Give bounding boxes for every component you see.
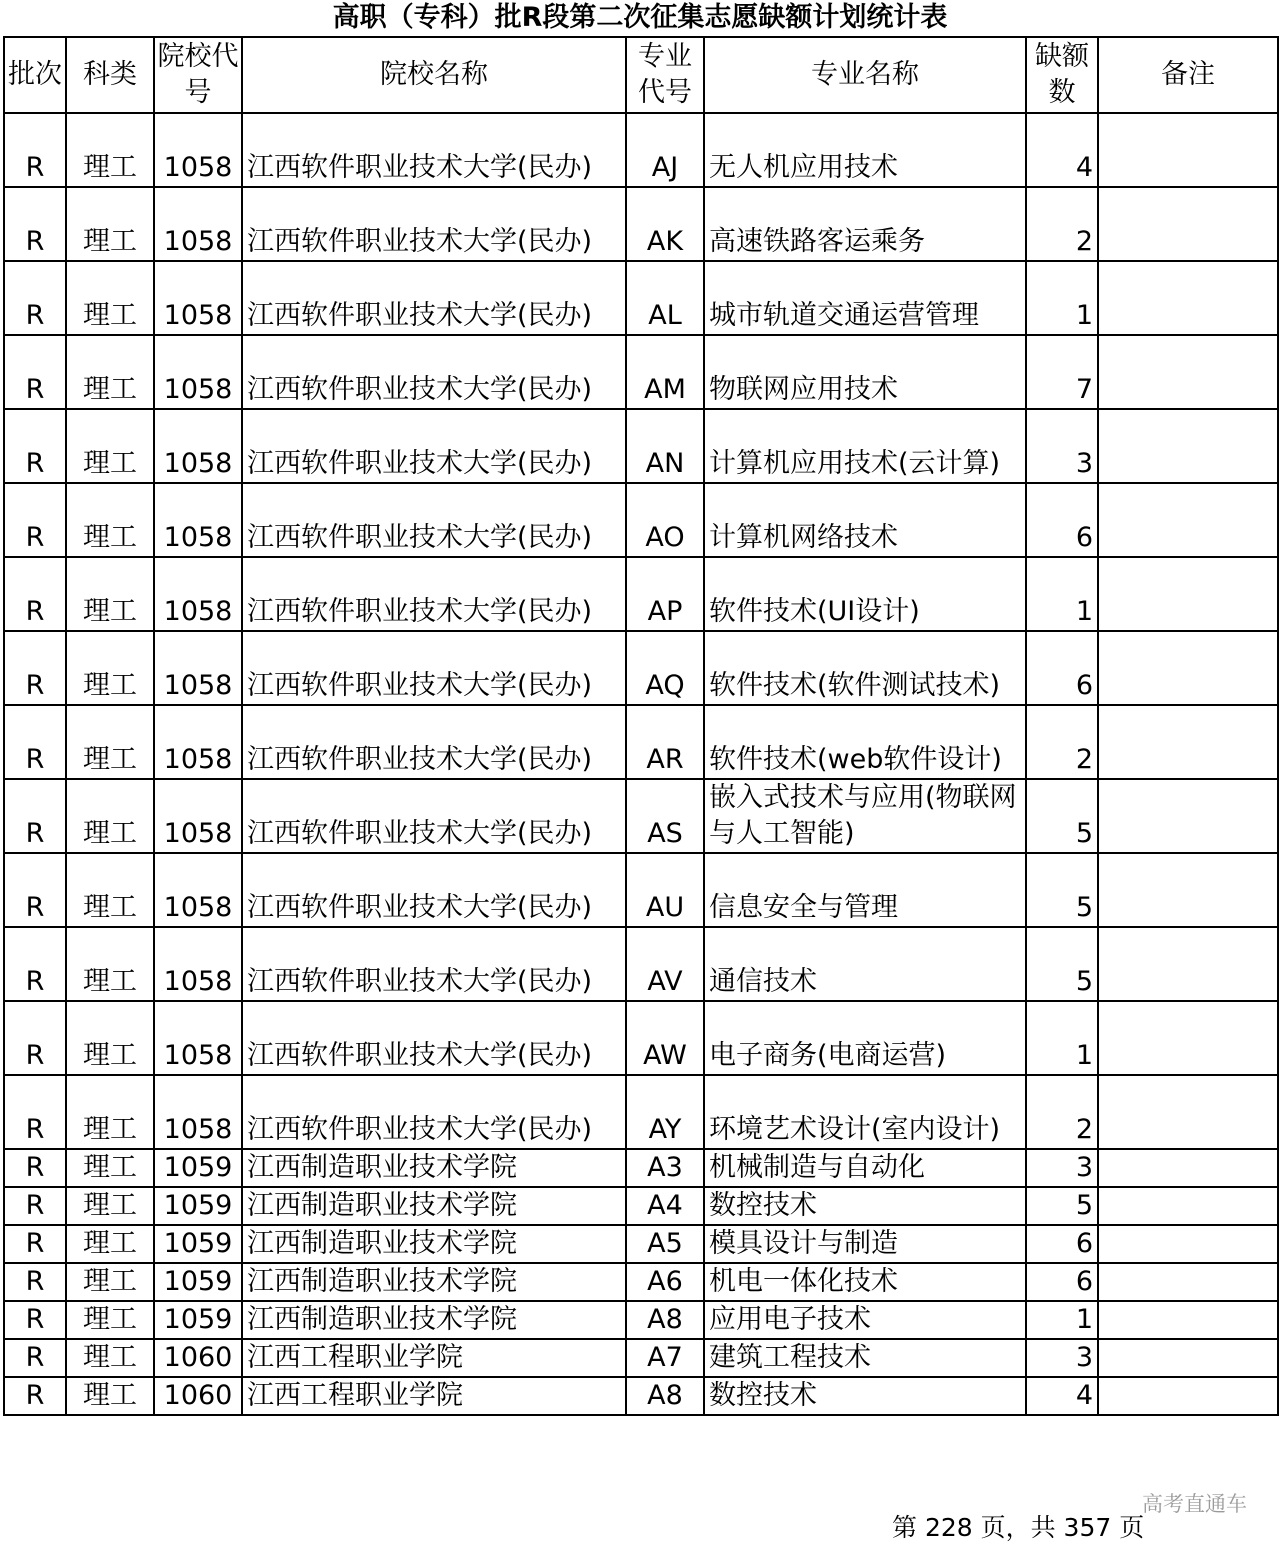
cell-vacancy: 6: [1026, 1263, 1098, 1301]
vacancy-table: [3, 36, 1279, 1416]
cell-major-name: 软件技术(软件测试技术): [704, 631, 1026, 705]
cell-category: 理工: [66, 853, 154, 927]
cell-school-name: 江西制造职业技术学院: [242, 1225, 626, 1263]
cell-school-name: 江西软件职业技术大学(民办): [242, 261, 626, 335]
header-school-code: 院校代号: [154, 37, 242, 113]
cell-note: [1098, 1149, 1278, 1187]
table-row: [4, 779, 1278, 853]
cell-major-name: 模具设计与制造: [704, 1225, 1026, 1263]
cell-major-code: AL: [626, 261, 704, 335]
cell-note: [1098, 1301, 1278, 1339]
cell-note: [1098, 631, 1278, 705]
cell-major-name: 数控技术: [704, 1187, 1026, 1225]
cell-school-name: 江西软件职业技术大学(民办): [242, 927, 626, 1001]
cell-school-name: 江西软件职业技术大学(民办): [242, 113, 626, 187]
page-title: 高职（专科）批R段第二次征集志愿缺额计划统计表: [332, 2, 948, 33]
cell-major-name: 物联网应用技术: [704, 335, 1026, 409]
cell-major-code: A8: [626, 1301, 704, 1339]
cell-major-name: 机电一体化技术: [704, 1263, 1026, 1301]
cell-note: [1098, 557, 1278, 631]
cell-school-name: 江西制造职业技术学院: [242, 1187, 626, 1225]
cell-note: [1098, 483, 1278, 557]
table-row: [4, 853, 1278, 927]
cell-vacancy: 4: [1026, 113, 1098, 187]
watermark: 高考直通车: [1142, 1492, 1247, 1516]
cell-batch: R: [4, 1339, 66, 1377]
cell-major-code: A4: [626, 1187, 704, 1225]
cell-category: 理工: [66, 705, 154, 779]
cell-batch: R: [4, 557, 66, 631]
cell-vacancy: 2: [1026, 187, 1098, 261]
cell-batch: R: [4, 705, 66, 779]
cell-major-code: AW: [626, 1001, 704, 1075]
cell-vacancy: 6: [1026, 483, 1098, 557]
cell-category: 理工: [66, 1001, 154, 1075]
table-row: [4, 113, 1278, 187]
cell-note: [1098, 705, 1278, 779]
table-row: [4, 1225, 1278, 1263]
table-row: [4, 335, 1278, 409]
cell-major-code: AR: [626, 705, 704, 779]
table-row: [4, 483, 1278, 557]
cell-vacancy: 1: [1026, 261, 1098, 335]
cell-category: 理工: [66, 113, 154, 187]
table-row: [4, 261, 1278, 335]
cell-note: [1098, 261, 1278, 335]
cell-note: [1098, 1001, 1278, 1075]
cell-major-code: AK: [626, 187, 704, 261]
cell-note: [1098, 1075, 1278, 1149]
cell-batch: R: [4, 483, 66, 557]
cell-major-code: AO: [626, 483, 704, 557]
cell-school-name: 江西软件职业技术大学(民办): [242, 187, 626, 261]
cell-category: 理工: [66, 779, 154, 853]
header-major-code: 专业代号: [626, 37, 704, 113]
table-row: [4, 927, 1278, 1001]
cell-note: [1098, 1225, 1278, 1263]
table-row: [4, 1187, 1278, 1225]
cell-major-name: 机械制造与自动化: [704, 1149, 1026, 1187]
table-row: [4, 1001, 1278, 1075]
cell-major-name: 环境艺术设计(室内设计): [704, 1075, 1026, 1149]
cell-major-code: AJ: [626, 113, 704, 187]
cell-school-name: 江西软件职业技术大学(民办): [242, 631, 626, 705]
cell-major-name: 应用电子技术: [704, 1301, 1026, 1339]
cell-vacancy: 1: [1026, 1301, 1098, 1339]
cell-vacancy: 3: [1026, 1149, 1098, 1187]
table-row: [4, 1075, 1278, 1149]
header-note: 备注: [1098, 37, 1278, 113]
cell-major-name: 通信技术: [704, 927, 1026, 1001]
cell-batch: R: [4, 927, 66, 1001]
cell-batch: R: [4, 1263, 66, 1301]
cell-batch: R: [4, 1377, 66, 1415]
cell-major-code: AQ: [626, 631, 704, 705]
cell-note: [1098, 335, 1278, 409]
cell-school-name: 江西软件职业技术大学(民办): [242, 779, 626, 853]
cell-major-name: 计算机网络技术: [704, 483, 1026, 557]
cell-vacancy: 3: [1026, 409, 1098, 483]
cell-school-name: 江西软件职业技术大学(民办): [242, 705, 626, 779]
cell-major-name: 无人机应用技术: [704, 113, 1026, 187]
cell-school-code: 1059: [154, 1187, 242, 1225]
cell-major-code: AN: [626, 409, 704, 483]
cell-category: 理工: [66, 1225, 154, 1263]
header-category: 科类: [66, 37, 154, 113]
cell-school-name: 江西软件职业技术大学(民办): [242, 853, 626, 927]
table-body: [4, 113, 1278, 1415]
cell-major-name: 电子商务(电商运营): [704, 1001, 1026, 1075]
cell-major-name: 建筑工程技术: [704, 1339, 1026, 1377]
cell-batch: R: [4, 335, 66, 409]
header-row: [4, 37, 1278, 113]
cell-major-code: A7: [626, 1339, 704, 1377]
cell-batch: R: [4, 113, 66, 187]
table-row: [4, 1263, 1278, 1301]
cell-category: 理工: [66, 261, 154, 335]
cell-note: [1098, 1263, 1278, 1301]
header-school-name: 院校名称: [242, 37, 626, 113]
cell-major-code: A5: [626, 1225, 704, 1263]
cell-vacancy: 5: [1026, 853, 1098, 927]
cell-category: 理工: [66, 1377, 154, 1415]
cell-batch: R: [4, 631, 66, 705]
cell-category: 理工: [66, 335, 154, 409]
cell-major-name: 城市轨道交通运营管理: [704, 261, 1026, 335]
table-row: [4, 705, 1278, 779]
cell-school-code: 1058: [154, 927, 242, 1001]
cell-category: 理工: [66, 409, 154, 483]
cell-major-code: AM: [626, 335, 704, 409]
cell-school-code: 1058: [154, 557, 242, 631]
cell-school-name: 江西软件职业技术大学(民办): [242, 483, 626, 557]
cell-category: 理工: [66, 927, 154, 1001]
cell-vacancy: 5: [1026, 927, 1098, 1001]
cell-note: [1098, 779, 1278, 853]
cell-school-code: 1058: [154, 187, 242, 261]
page-number: 第 228 页，共 357 页: [892, 1513, 1145, 1542]
cell-batch: R: [4, 779, 66, 853]
table-row: [4, 557, 1278, 631]
cell-category: 理工: [66, 1075, 154, 1149]
table-row: [4, 1339, 1278, 1377]
cell-major-code: AP: [626, 557, 704, 631]
cell-major-name: 信息安全与管理: [704, 853, 1026, 927]
cell-school-code: 1060: [154, 1377, 242, 1415]
cell-vacancy: 1: [1026, 557, 1098, 631]
cell-major-code: A6: [626, 1263, 704, 1301]
table-row: [4, 187, 1278, 261]
cell-note: [1098, 1187, 1278, 1225]
cell-batch: R: [4, 1301, 66, 1339]
cell-major-name: 软件技术(UI设计): [704, 557, 1026, 631]
cell-school-name: 江西软件职业技术大学(民办): [242, 1001, 626, 1075]
cell-batch: R: [4, 1149, 66, 1187]
cell-major-name: 计算机应用技术(云计算): [704, 409, 1026, 483]
cell-major-code: A3: [626, 1149, 704, 1187]
cell-major-code: AS: [626, 779, 704, 853]
cell-school-name: 江西软件职业技术大学(民办): [242, 409, 626, 483]
cell-category: 理工: [66, 1339, 154, 1377]
cell-major-code: A8: [626, 1377, 704, 1415]
cell-batch: R: [4, 409, 66, 483]
table-row: [4, 1377, 1278, 1415]
cell-category: 理工: [66, 1301, 154, 1339]
cell-vacancy: 2: [1026, 705, 1098, 779]
cell-major-name: 嵌入式技术与应用(物联网与人工智能): [704, 779, 1026, 853]
cell-category: 理工: [66, 1263, 154, 1301]
cell-vacancy: 6: [1026, 1225, 1098, 1263]
cell-vacancy: 4: [1026, 1377, 1098, 1415]
cell-note: [1098, 113, 1278, 187]
cell-school-name: 江西工程职业学院: [242, 1339, 626, 1377]
cell-batch: R: [4, 853, 66, 927]
cell-school-code: 1059: [154, 1263, 242, 1301]
cell-category: 理工: [66, 483, 154, 557]
cell-school-code: 1059: [154, 1149, 242, 1187]
cell-school-code: 1058: [154, 335, 242, 409]
cell-category: 理工: [66, 1149, 154, 1187]
table-row: [4, 1301, 1278, 1339]
cell-note: [1098, 927, 1278, 1001]
cell-note: [1098, 187, 1278, 261]
cell-major-name: 高速铁路客运乘务: [704, 187, 1026, 261]
cell-school-name: 江西软件职业技术大学(民办): [242, 335, 626, 409]
cell-school-name: 江西工程职业学院: [242, 1377, 626, 1415]
cell-note: [1098, 1377, 1278, 1415]
cell-major-code: AY: [626, 1075, 704, 1149]
cell-note: [1098, 409, 1278, 483]
cell-school-name: 江西软件职业技术大学(民办): [242, 1075, 626, 1149]
cell-school-code: 1058: [154, 853, 242, 927]
cell-school-code: 1058: [154, 631, 242, 705]
cell-school-code: 1058: [154, 113, 242, 187]
header-vacancy: 缺额数: [1026, 37, 1098, 113]
cell-school-code: 1058: [154, 483, 242, 557]
table-row: [4, 409, 1278, 483]
cell-major-code: AU: [626, 853, 704, 927]
cell-vacancy: 3: [1026, 1339, 1098, 1377]
cell-major-name: 软件技术(web软件设计): [704, 705, 1026, 779]
cell-school-name: 江西制造职业技术学院: [242, 1263, 626, 1301]
cell-school-code: 1058: [154, 1001, 242, 1075]
cell-category: 理工: [66, 557, 154, 631]
cell-major-code: AV: [626, 927, 704, 1001]
cell-batch: R: [4, 261, 66, 335]
cell-vacancy: 1: [1026, 1001, 1098, 1075]
cell-batch: R: [4, 1187, 66, 1225]
cell-vacancy: 2: [1026, 1075, 1098, 1149]
header-batch: 批次: [4, 37, 66, 113]
cell-vacancy: 7: [1026, 335, 1098, 409]
cell-school-code: 1060: [154, 1339, 242, 1377]
cell-category: 理工: [66, 1187, 154, 1225]
cell-school-code: 1058: [154, 705, 242, 779]
cell-batch: R: [4, 1075, 66, 1149]
cell-batch: R: [4, 1001, 66, 1075]
cell-note: [1098, 853, 1278, 927]
cell-school-code: 1058: [154, 779, 242, 853]
cell-school-code: 1058: [154, 261, 242, 335]
cell-note: [1098, 1339, 1278, 1377]
table-row: [4, 631, 1278, 705]
cell-school-code: 1059: [154, 1225, 242, 1263]
cell-category: 理工: [66, 187, 154, 261]
cell-vacancy: 5: [1026, 779, 1098, 853]
cell-major-name: 数控技术: [704, 1377, 1026, 1415]
cell-school-code: 1058: [154, 1075, 242, 1149]
cell-school-code: 1059: [154, 1301, 242, 1339]
cell-category: 理工: [66, 631, 154, 705]
cell-vacancy: 6: [1026, 631, 1098, 705]
cell-school-code: 1058: [154, 409, 242, 483]
cell-school-name: 江西制造职业技术学院: [242, 1149, 626, 1187]
cell-batch: R: [4, 187, 66, 261]
cell-school-name: 江西软件职业技术大学(民办): [242, 557, 626, 631]
header-major-name: 专业名称: [704, 37, 1026, 113]
table-row: [4, 1149, 1278, 1187]
cell-vacancy: 5: [1026, 1187, 1098, 1225]
cell-school-name: 江西制造职业技术学院: [242, 1301, 626, 1339]
cell-batch: R: [4, 1225, 66, 1263]
